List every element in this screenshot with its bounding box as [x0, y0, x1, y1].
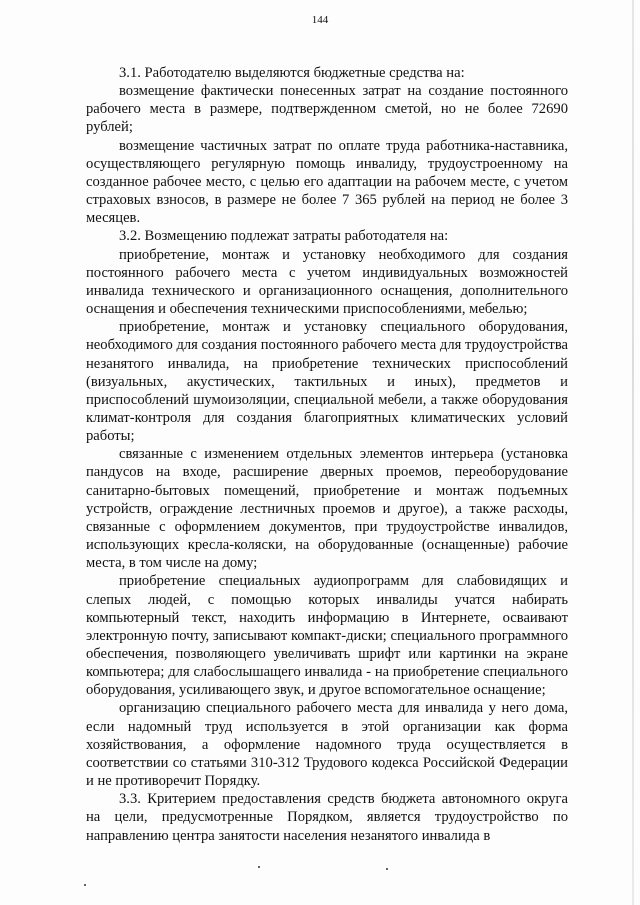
paragraph-3-1-heading: 3.1. Работодателю выделяются бюджетные средства на:	[119, 65, 465, 81]
paragraph-reimbursement-mentor: возмещение частичных затрат по оплате труда работника-наставника, осуществляющего регулярную помощь инвалиду, трудоустроенному на созданное рабочее место, с целью его адаптации на рабочем месте, с учетом страховых взносов, в размере не более 7 365 рублей на период не более 3 месяцев.	[86, 137, 568, 227]
scan-speck	[386, 868, 388, 870]
page-number: 144	[311, 14, 329, 26]
paragraph-special-equipment: приобретение, монтаж и установку специального оборудования, необходимого для создания постоянного рабочего места для трудоустройства незанятого инвалида, на приобретение технических приспособлений (визуальных, акустических, тактильных и иных), предметов и приспособлений шумоизоляции, специальной мебели, а также оборудования климат-контроля для создания благоприятных климатических условий работы;	[86, 319, 568, 445]
paragraph-reimbursement-workplace: возмещение фактически понесенных затрат на создание постоянного рабочего места в размере, подтвержденном сметой, но не более 72690 рублей;	[86, 83, 568, 136]
paragraph-interior-changes: связанные с изменением отдельных элементов интерьера (установка пандусов на входе, расширение дверных проемов, переоборудование санитарно-бытовых помещений, приобретение и монтаж подъемных устройств, ограждение лестничных проемов и другое), а также расходы, связанные с оформлением документов, при трудоустройстве инвалидов, использующих кресла-коляски, на оборудованные (оснащенные) рабочие места, в том числе на дому;	[86, 446, 568, 572]
paragraph-3-3-criterion: 3.3. Критерием предоставления средств бюджета автономного округа на цели, предусмотренные Порядком, является трудоустройство по направлению центра занятости населения незанятого инвалида в	[86, 791, 568, 844]
paragraph-audio-programs: приобретение специальных аудиопрограмм для слабовидящих и слепых людей, с помощью которых инвалиды учатся набирать компьютерный текст, находить информацию в Интернете, осваивают электронную почту, записывают компакт-диски; специального программного обеспечения, позволяющего увеличивать шрифт или картинки на экране компьютера; для слабослышащего инвалида - на приобретение специального оборудования, усиливающего звук, и другое вспомогательное оснащение;	[86, 573, 568, 699]
scan-speck	[84, 884, 86, 886]
scan-speck	[258, 866, 260, 868]
paragraph-equipment-installation: приобретение, монтаж и установку необходимого для создания постоянного рабочего места с учетом индивидуальных возможностей инвалида технического и организационного оснащения, дополнительного оснащения и обеспечения техническими приспособлениями, мебелью;	[86, 246, 568, 318]
paragraph-home-workplace: организацию специального рабочего места для инвалида у него дома, если надомный труд используется в этой организации как форма хозяйствования, а оформление надомного труда осуществляется в соответствии со статьями 310-312 Трудового кодекса Российской Федерации и не противоречит Порядку.	[86, 700, 568, 790]
document-body	[86, 64, 568, 845]
paragraph-3-2-heading: 3.2. Возмещению подлежат затраты работодателя на:	[119, 228, 449, 245]
scan-edge-shadow	[632, 0, 634, 905]
